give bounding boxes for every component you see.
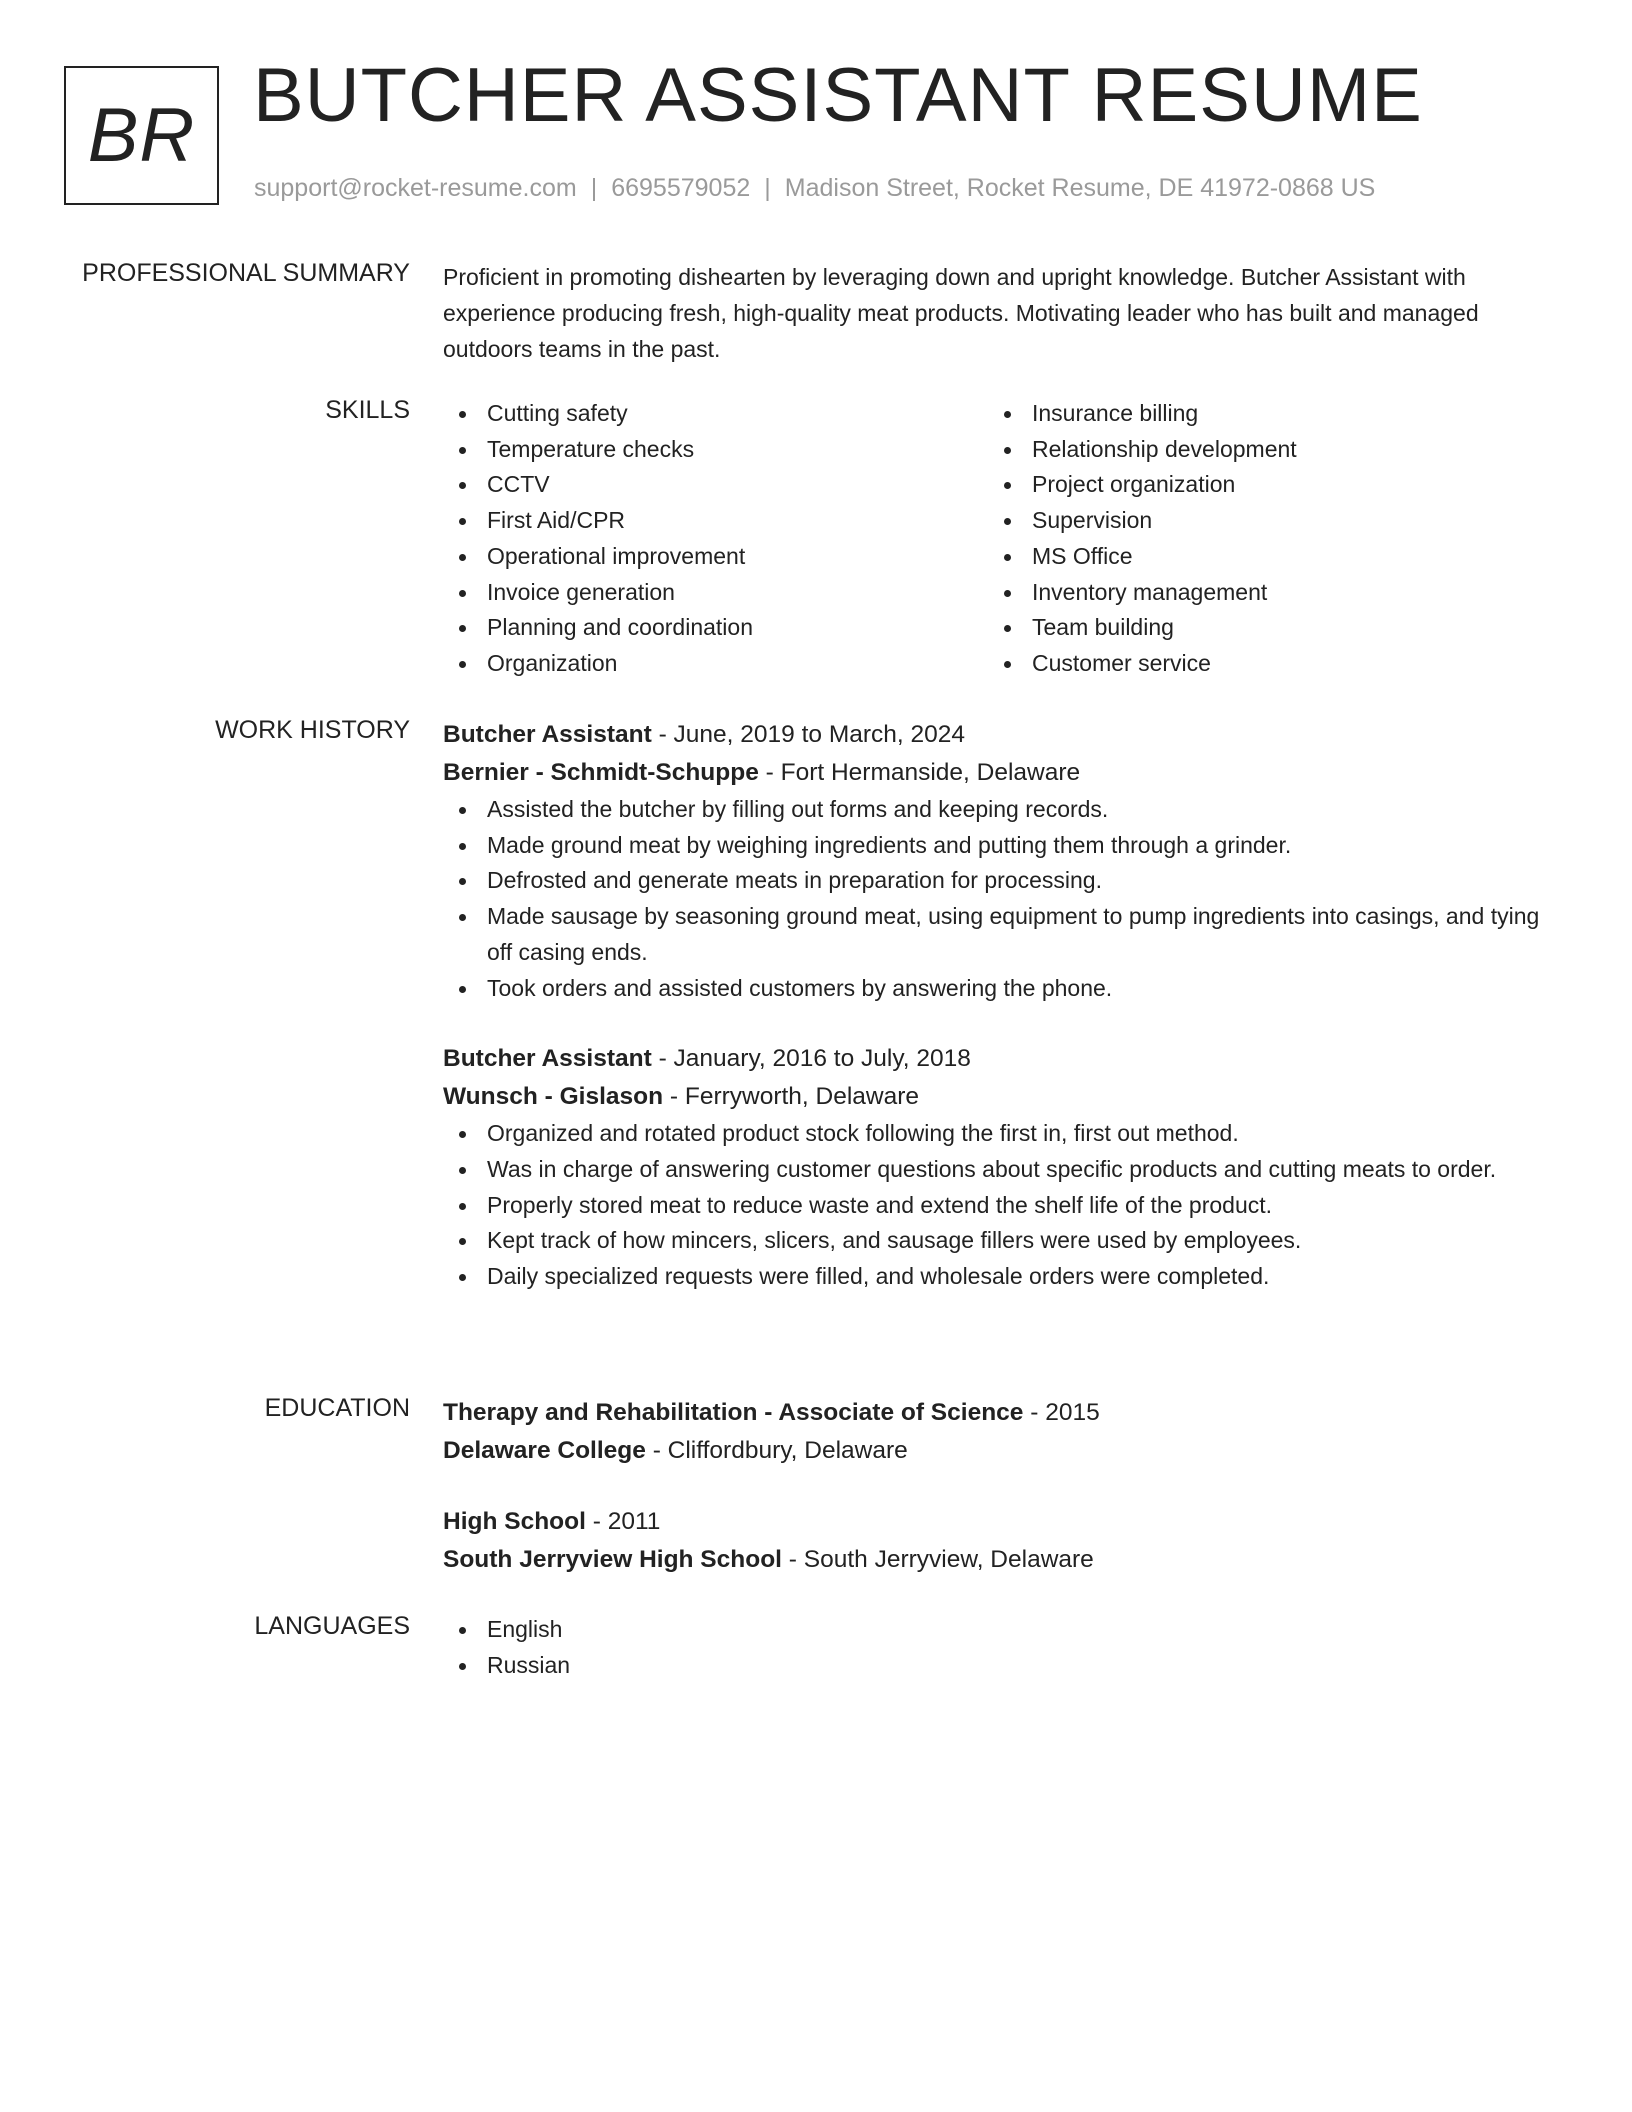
skill-item: Supervision <box>988 503 1533 539</box>
job-location: - Fort Hermanside, Delaware <box>758 759 1081 786</box>
school-location: - South Jerryview, Delaware <box>781 1546 1094 1573</box>
education-entry <box>443 1503 1563 1579</box>
contact-separator: | <box>764 174 771 202</box>
work-history-heading: WORK HISTORY <box>215 716 410 744</box>
job-title: Butcher Assistant <box>443 1045 652 1073</box>
contact-line <box>254 174 1375 203</box>
skill-item: Relationship development <box>988 432 1533 468</box>
contact-address: Madison Street, Rocket Resume, DE 41972-0868 US <box>784 174 1376 202</box>
duty-item: Daily specialized requests were filled, and wholesale orders were completed. <box>443 1259 1563 1295</box>
skill-item: Insurance billing <box>988 396 1533 432</box>
job-title-line <box>443 716 1563 754</box>
monogram-box <box>64 66 219 205</box>
languages-heading: LANGUAGES <box>254 1612 410 1640</box>
job-company: Bernier - Schmidt-Schuppe <box>443 759 759 786</box>
contact-email: support@rocket-resume.com <box>254 174 577 202</box>
languages-list <box>443 1612 1563 1683</box>
degree: High School <box>443 1508 586 1535</box>
job-duties <box>443 792 1563 1006</box>
job-duties <box>443 1116 1563 1295</box>
skill-item: Customer service <box>988 646 1533 682</box>
skill-item: MS Office <box>988 539 1533 575</box>
monogram-initials: BR <box>87 92 196 178</box>
skill-item: Organization <box>443 646 988 682</box>
contact-phone: 6695579052 <box>611 174 751 202</box>
skill-item: First Aid/CPR <box>443 503 988 539</box>
school-location: - Cliffordbury, Delaware <box>645 1437 908 1464</box>
duty-item: Properly stored meat to reduce waste and extend the shelf life of the product. <box>443 1188 1563 1224</box>
duty-item: Kept track of how mincers, slicers, and sausage fillers were used by employees. <box>443 1223 1563 1259</box>
skill-item: Inventory management <box>988 575 1533 611</box>
job-dates: - June, 2019 to March, 2024 <box>651 721 966 748</box>
skill-item: Cutting safety <box>443 396 988 432</box>
skill-item: Project organization <box>988 467 1533 503</box>
duty-item: Took orders and assisted customers by answering the phone. <box>443 971 1563 1007</box>
education-entry <box>443 1394 1563 1470</box>
job-company-line <box>443 754 1563 792</box>
job-company-line <box>443 1078 1563 1116</box>
skill-item: Team building <box>988 610 1533 646</box>
duty-item: Defrosted and generate meats in preparation for processing. <box>443 863 1563 899</box>
duty-item: Was in charge of answering customer questions about specific products and cutting meats to order. <box>443 1152 1563 1188</box>
duty-item: Made sausage by seasoning ground meat, using equipment to pump ingredients into casings, and tying off casing ends. <box>443 899 1563 970</box>
job-title-line <box>443 1040 1563 1078</box>
job-entry <box>443 716 1563 1006</box>
job-location: - Ferryworth, Delaware <box>663 1083 920 1111</box>
school-line <box>443 1432 1563 1470</box>
resume-title: BUTCHER ASSISTANT RESUME <box>253 53 1423 138</box>
school: South Jerryview High School <box>443 1546 782 1573</box>
school: Delaware College <box>443 1437 646 1464</box>
contact-separator: | <box>590 174 598 202</box>
skill-item: Planning and coordination <box>443 610 988 646</box>
duty-item: Made ground meat by weighing ingredients and putting them through a grinder. <box>443 828 1563 864</box>
language-item: Russian <box>443 1648 1563 1684</box>
duty-item: Organized and rotated product stock following the first in, first out method. <box>443 1116 1563 1152</box>
school-line <box>443 1541 1563 1579</box>
skill-item: CCTV <box>443 467 988 503</box>
duty-item: Assisted the butcher by filling out forms and keeping records. <box>443 792 1563 828</box>
degree-line <box>443 1394 1563 1432</box>
education-heading: EDUCATION <box>264 1394 410 1422</box>
summary-text: Proficient in promoting dishearten by leveraging down and upright knowledge. Butcher Assistant with experience producing fresh, high-quality meat products. Motivating leader who has built and managed outdoors teams in the past. <box>443 264 1479 362</box>
skill-item: Invoice generation <box>443 575 988 611</box>
job-entry <box>443 1040 1563 1295</box>
summary-heading: PROFESSIONAL SUMMARY <box>82 259 410 287</box>
degree-year: - 2015 <box>1023 1399 1100 1426</box>
job-company: Wunsch - Gislason <box>443 1083 664 1111</box>
skills-list-left <box>443 396 988 682</box>
degree-line <box>443 1503 1563 1541</box>
skills-list-right <box>988 396 1533 682</box>
skills-heading: SKILLS <box>325 396 410 424</box>
job-title: Butcher Assistant <box>443 721 652 748</box>
skill-item: Operational improvement <box>443 539 988 575</box>
degree: Therapy and Rehabilitation - Associate of Science <box>443 1399 1024 1426</box>
skill-item: Temperature checks <box>443 432 988 468</box>
job-dates: - January, 2016 to July, 2018 <box>651 1045 971 1073</box>
language-item: English <box>443 1612 1563 1648</box>
degree-year: - 2011 <box>585 1508 661 1535</box>
